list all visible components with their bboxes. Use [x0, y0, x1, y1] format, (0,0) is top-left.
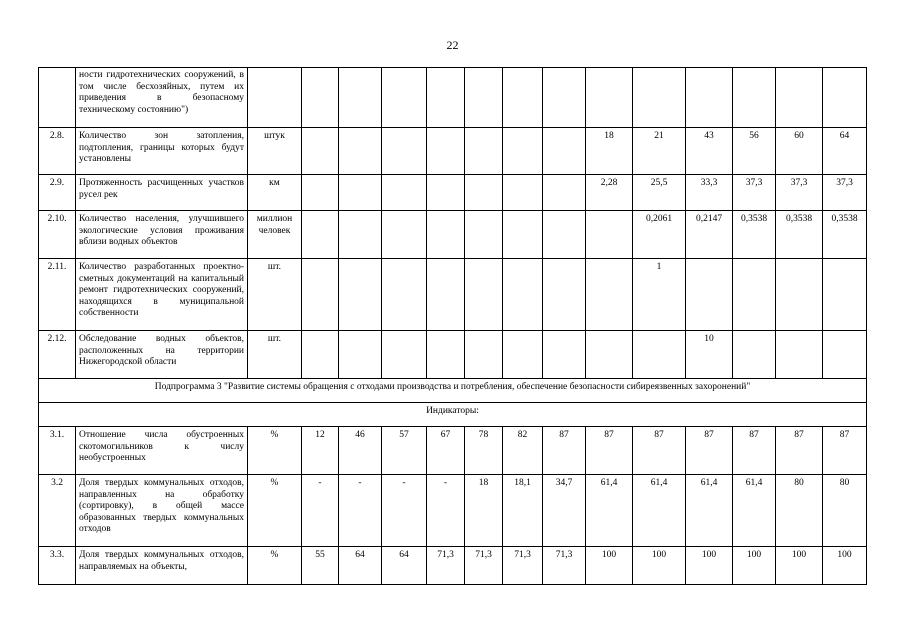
- value-cell: 100: [823, 547, 867, 585]
- value-cell: 55: [302, 547, 339, 585]
- value-cell: [339, 128, 382, 175]
- row-description: Количество зон затопления, подтопления, границы которых будут установлены: [76, 128, 248, 175]
- value-cell: 80: [823, 475, 867, 547]
- row-number: 2.8.: [39, 128, 76, 175]
- value-cell: 61,4: [586, 475, 633, 547]
- value-cell: [686, 259, 733, 331]
- value-cell: [302, 211, 339, 259]
- value-cell: [339, 211, 382, 259]
- value-cell: 21: [633, 128, 686, 175]
- value-cell: [382, 175, 427, 211]
- row-description: Обследование водных объектов, расположенных на территории Нижегородской области: [76, 331, 248, 379]
- indicators-table: [38, 67, 867, 585]
- row-description: Протяженность расчищенных участков русел рек: [76, 175, 248, 211]
- value-cell: 100: [633, 547, 686, 585]
- value-cell: 37,3: [823, 175, 867, 211]
- value-cell: 56: [733, 128, 776, 175]
- value-cell: 71,3: [503, 547, 543, 585]
- value-cell: [382, 259, 427, 331]
- value-cell: 100: [733, 547, 776, 585]
- value-cell: [465, 211, 503, 259]
- row-description: ности гидротехнических сооружений, в том числе бесхозяйных, путем их приведения в безопасному техническому состоянию"): [76, 68, 248, 128]
- value-cell: [427, 68, 465, 128]
- value-cell: [382, 331, 427, 379]
- value-cell: [633, 68, 686, 128]
- value-cell: 10: [686, 331, 733, 379]
- value-cell: 87: [543, 427, 586, 475]
- value-cell: 25,5: [633, 175, 686, 211]
- value-cell: [302, 331, 339, 379]
- row-number: 2.9.: [39, 175, 76, 211]
- value-cell: 12: [302, 427, 339, 475]
- value-cell: 43: [686, 128, 733, 175]
- value-cell: [339, 68, 382, 128]
- value-cell: 64: [382, 547, 427, 585]
- value-cell: [823, 259, 867, 331]
- value-cell: 37,3: [776, 175, 823, 211]
- value-cell: [586, 68, 633, 128]
- value-cell: [339, 331, 382, 379]
- table-row: [39, 547, 867, 585]
- row-description: Доля твердых коммунальных отходов, направляемых на объекты,: [76, 547, 248, 585]
- value-cell: 61,4: [633, 475, 686, 547]
- table-row: [39, 259, 867, 331]
- value-cell: [543, 175, 586, 211]
- value-cell: -: [382, 475, 427, 547]
- value-cell: [503, 259, 543, 331]
- value-cell: 87: [686, 427, 733, 475]
- value-cell: 1: [633, 259, 686, 331]
- value-cell: 18,1: [503, 475, 543, 547]
- value-cell: 64: [823, 128, 867, 175]
- value-cell: 82: [503, 427, 543, 475]
- row-unit: шт.: [248, 259, 302, 331]
- value-cell: [465, 259, 503, 331]
- value-cell: 60: [776, 128, 823, 175]
- value-cell: [543, 259, 586, 331]
- value-cell: 0,3538: [776, 211, 823, 259]
- value-cell: 87: [586, 427, 633, 475]
- value-cell: [427, 211, 465, 259]
- subprogram-title: Подпрограмма 3 "Развитие системы обращения с отходами производства и потребления, обеспечение безопасности сибиреязвенных захоронений": [39, 379, 867, 403]
- row-description: Отношение числа обустроенных скотомогильников к числу необустроенных: [76, 427, 248, 475]
- value-cell: [382, 211, 427, 259]
- value-cell: [465, 68, 503, 128]
- value-cell: [776, 331, 823, 379]
- value-cell: 18: [586, 128, 633, 175]
- row-number: 2.10.: [39, 211, 76, 259]
- value-cell: [543, 331, 586, 379]
- subprogram-row: [39, 379, 867, 403]
- value-cell: [733, 331, 776, 379]
- value-cell: [503, 175, 543, 211]
- value-cell: 0,2061: [633, 211, 686, 259]
- value-cell: [586, 331, 633, 379]
- value-cell: [823, 331, 867, 379]
- row-unit: шт.: [248, 331, 302, 379]
- value-cell: 87: [633, 427, 686, 475]
- row-description: Количество разработанных проектно-сметных документаций на капитальный ремонт гидротехнических сооружений, находящихся в муниципальной собственности: [76, 259, 248, 331]
- value-cell: 67: [427, 427, 465, 475]
- value-cell: 71,3: [543, 547, 586, 585]
- row-unit: [248, 68, 302, 128]
- value-cell: [776, 68, 823, 128]
- value-cell: [823, 68, 867, 128]
- row-number: 3.2: [39, 475, 76, 547]
- row-number: 2.11.: [39, 259, 76, 331]
- row-unit: %: [248, 547, 302, 585]
- value-cell: [465, 128, 503, 175]
- table-row: [39, 68, 867, 128]
- value-cell: 78: [465, 427, 503, 475]
- table-row: [39, 427, 867, 475]
- value-cell: 61,4: [686, 475, 733, 547]
- value-cell: [686, 68, 733, 128]
- value-cell: [427, 259, 465, 331]
- value-cell: [302, 175, 339, 211]
- row-unit: %: [248, 427, 302, 475]
- value-cell: 100: [586, 547, 633, 585]
- value-cell: 100: [776, 547, 823, 585]
- value-cell: [503, 128, 543, 175]
- value-cell: [302, 68, 339, 128]
- value-cell: [465, 331, 503, 379]
- value-cell: [382, 68, 427, 128]
- table-row: [39, 475, 867, 547]
- value-cell: -: [427, 475, 465, 547]
- value-cell: 71,3: [465, 547, 503, 585]
- value-cell: [543, 128, 586, 175]
- value-cell: [586, 259, 633, 331]
- value-cell: 34,7: [543, 475, 586, 547]
- value-cell: [503, 211, 543, 259]
- row-description: Доля твердых коммунальных отходов, направленных на обработку (сортировку), в общей массе образованных твердых коммунальных отходов: [76, 475, 248, 547]
- value-cell: [302, 128, 339, 175]
- table-row: [39, 331, 867, 379]
- value-cell: [586, 211, 633, 259]
- row-unit: миллион человек: [248, 211, 302, 259]
- value-cell: [302, 259, 339, 331]
- row-number: 3.1.: [39, 427, 76, 475]
- value-cell: [427, 331, 465, 379]
- row-number: [39, 68, 76, 128]
- value-cell: [776, 259, 823, 331]
- value-cell: 100: [686, 547, 733, 585]
- value-cell: 61,4: [733, 475, 776, 547]
- value-cell: [427, 175, 465, 211]
- value-cell: 71,3: [427, 547, 465, 585]
- value-cell: 0,3538: [823, 211, 867, 259]
- value-cell: 2,28: [586, 175, 633, 211]
- row-unit: штук: [248, 128, 302, 175]
- indicators-label: Индикаторы:: [39, 403, 867, 427]
- value-cell: [733, 259, 776, 331]
- value-cell: 64: [339, 547, 382, 585]
- row-unit: %: [248, 475, 302, 547]
- value-cell: 87: [733, 427, 776, 475]
- value-cell: [543, 211, 586, 259]
- row-unit: км: [248, 175, 302, 211]
- value-cell: 80: [776, 475, 823, 547]
- value-cell: 18: [465, 475, 503, 547]
- row-number: 3.3.: [39, 547, 76, 585]
- value-cell: [733, 68, 776, 128]
- value-cell: 37,3: [733, 175, 776, 211]
- page-number: 22: [446, 38, 459, 52]
- value-cell: [503, 68, 543, 128]
- value-cell: [633, 331, 686, 379]
- value-cell: 87: [776, 427, 823, 475]
- value-cell: -: [339, 475, 382, 547]
- value-cell: 0,2147: [686, 211, 733, 259]
- value-cell: [382, 128, 427, 175]
- value-cell: [465, 175, 503, 211]
- value-cell: [503, 331, 543, 379]
- value-cell: 0,3538: [733, 211, 776, 259]
- value-cell: -: [302, 475, 339, 547]
- value-cell: [543, 68, 586, 128]
- value-cell: [339, 259, 382, 331]
- value-cell: [339, 175, 382, 211]
- table-row: [39, 175, 867, 211]
- indicators-row: [39, 403, 867, 427]
- table-row: [39, 211, 867, 259]
- value-cell: 87: [823, 427, 867, 475]
- value-cell: [427, 128, 465, 175]
- value-cell: 33,3: [686, 175, 733, 211]
- row-description: Количество населения, улучшившего экологические условия проживания вблизи водных объектов: [76, 211, 248, 259]
- value-cell: 57: [382, 427, 427, 475]
- value-cell: 46: [339, 427, 382, 475]
- row-number: 2.12.: [39, 331, 76, 379]
- table-row: [39, 128, 867, 175]
